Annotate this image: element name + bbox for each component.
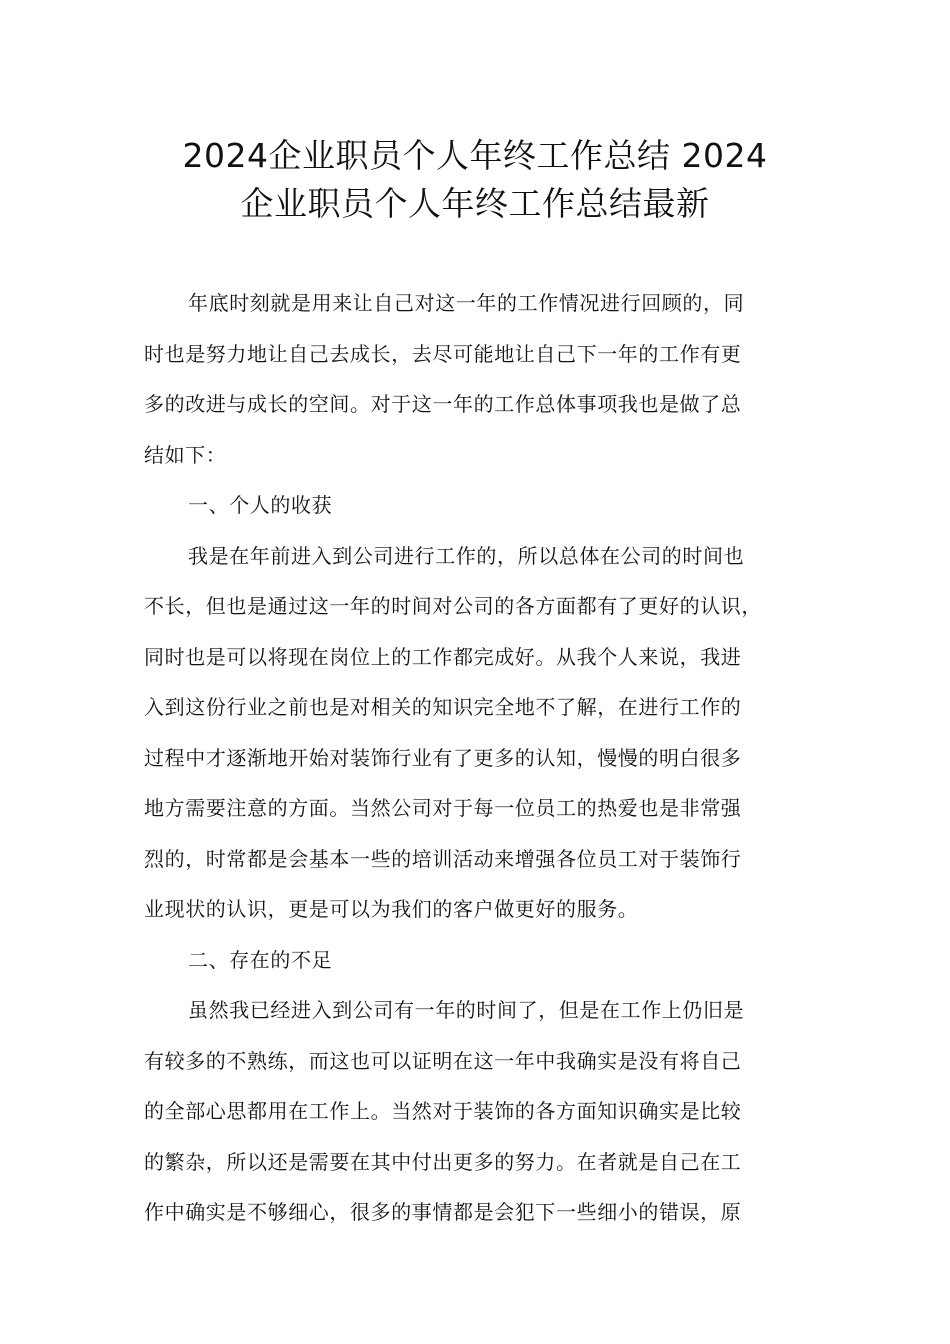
paragraph-line: 时也是努力地让自己去成长，去尽可能地让自己下一年的工作有更 xyxy=(144,341,742,366)
paragraph-line: 我是在年前进入到公司进行工作的，所以总体在公司的时间也 xyxy=(188,543,745,568)
paragraph-line: 地方需要注意的方面。当然公司对于每一位员工的热爱也是非常强 xyxy=(144,796,742,820)
paragraph-line: 入到这份行业之前也是对相关的知识完全地不了解，在进行工作的 xyxy=(144,695,742,719)
section-heading: 二、存在的不足 xyxy=(188,947,333,972)
paragraph-line: 有较多的不熟练，而这也可以证明在这一年中我确实是没有将自己 xyxy=(144,1048,742,1073)
paragraph-line: 结如下： xyxy=(144,442,227,467)
paragraph-line: 烈的，时常都是会基本一些的培训活动来增强各位员工对于装饰行 xyxy=(144,846,742,871)
paragraph-line: 的繁杂，所以还是需要在其中付出更多的努力。在者就是自己在工 xyxy=(144,1149,742,1174)
paragraph-line: 年底时刻就是用来让自己对这一年的工作情况进行回顾的，同 xyxy=(188,291,745,315)
paragraph-line: 业现状的认识，更是可以为我们的客户做更好的服务。 xyxy=(144,897,639,921)
document-body xyxy=(144,285,806,1245)
section-heading: 一、个人的收获 xyxy=(188,493,333,517)
paragraph-line: 虽然我已经进入到公司有一年的时间了，但是在工作上仍旧是 xyxy=(188,998,745,1022)
paragraph-line: 的全部心思都用在工作上。当然对于装饰的各方面知识确实是比较 xyxy=(144,1099,742,1123)
paragraph-line: 不长，但也是通过这一年的时间对公司的各方面都有了更好的认识， xyxy=(144,594,762,618)
paragraph-line: 过程中才逐渐地开始对装饰行业有了更多的认知，慢慢的明白很多 xyxy=(144,745,742,770)
title-line-1: 2024企业职员个人年终工作总结 2024 xyxy=(182,136,768,175)
paragraph-line: 多的改进与成长的空间。对于这一年的工作总体事项我也是做了总 xyxy=(144,392,742,416)
document-title xyxy=(120,132,830,228)
paragraph-line: 作中确实是不够细心，很多的事情都是会犯下一些细小的错误，原 xyxy=(144,1200,742,1224)
title-line-2: 企业职员个人年终工作总结最新 xyxy=(240,184,710,223)
paragraph-line: 同时也是可以将现在岗位上的工作都完成好。从我个人来说，我进 xyxy=(144,644,742,669)
